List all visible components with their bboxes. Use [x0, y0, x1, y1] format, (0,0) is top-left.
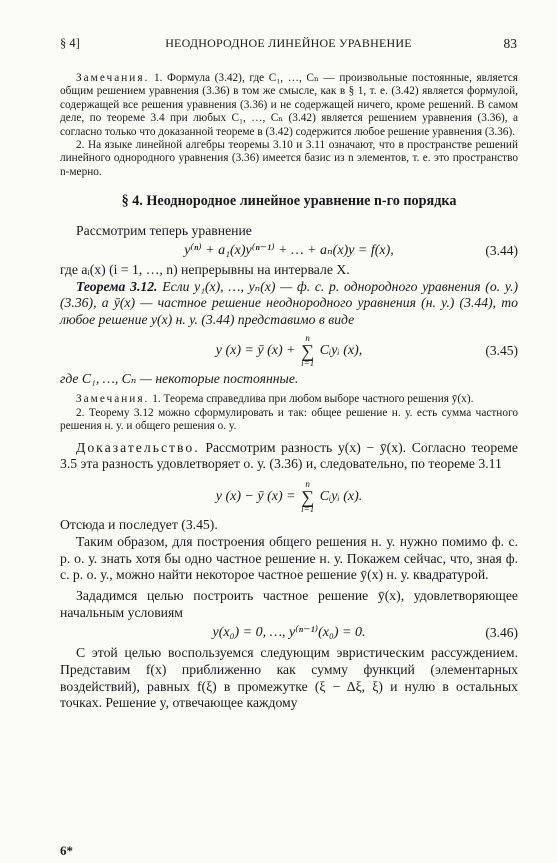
sigma-symbol: ∑: [301, 486, 315, 507]
equation-3-45-lhs: y (x) = ȳ (x) +: [215, 342, 296, 358]
sum-lower-limit: i=1: [301, 357, 315, 368]
paragraph-1: Таким образом, для построения общего решения н. у. нужно помимо ф. с. р. о. у. знать хотя бы одно частное решение н. у. Покажем сейчас, что, зная ф. с. р. о. у., можно найти некоторое частное решение ȳ(x) н. у. квадратурой.: [60, 533, 518, 583]
equation-3-45-rhs: Cᵢyᵢ (x),: [319, 342, 363, 358]
after-proof-text: Отсюда и последует (3.45).: [60, 517, 218, 533]
header-section: § 4]: [60, 36, 80, 50]
equation-number: (3.46): [485, 625, 518, 641]
after-3-45-text: где C₁, …, Cₙ — некоторые постоянные.: [60, 370, 299, 386]
after-3-44-text: где aᵢ(x) (i = 1, …, n) непрерывны на интервале X.: [60, 261, 350, 277]
paragraph-3: С этой целью воспользуемся следующим эвристическим рассуждением. Представим f(x) приближенно как сумму функций (элементарных воздействий), равных f(ξ) в промежутке (ξ − Δξ, ξ) и нулю в остальных точках. Решение y, отвечающее каждому: [60, 645, 518, 711]
theorem-3-12: [60, 279, 518, 329]
remark1-item2: 2. На языке линейной алгебры теоремы 3.10 и 3.11 означают, что в пространстве решений линейного однородного уравнения (3.36) имеется базис из n элементов, т. е. это пространство n-мерно.: [60, 139, 518, 178]
sigma-symbol: ∑: [301, 340, 315, 361]
intro-text: Рассмотрим теперь уравнение: [76, 223, 252, 239]
equation-3-44-formula: y⁽ⁿ⁾ + a₁(x)y⁽ⁿ⁻¹⁾ + … + aₙ(x)y = f(x),: [184, 242, 394, 258]
proof-equation-lhs: y (x) − ȳ (x) =: [215, 489, 296, 505]
equation-3-46-formula: y(x₀) = 0, …, y⁽ⁿ⁻¹⁾(x₀) = 0.: [212, 625, 366, 641]
proof-equation: [60, 477, 518, 517]
equation-number: (3.44): [485, 242, 518, 258]
section-heading: § 4. Неоднородное линейное уравнение n-го порядка: [121, 193, 457, 210]
page-body: [60, 70, 518, 712]
equation-3-44: [60, 240, 518, 262]
page-number: 83: [503, 36, 517, 51]
sum-upper-limit: n: [305, 332, 310, 343]
proof-text: Рассмотрим разность y(x) − ȳ(x). Согласно теореме 3.5 эта разность удовлетворяет о. у. (3.36) и, следовательно, по теореме 3.11: [60, 439, 519, 472]
remark2-item1: [60, 393, 518, 406]
equation-3-45: [60, 331, 518, 371]
remark-text: 1. Теорема справедлива при любом выборе частного решения ȳ(x).: [152, 393, 474, 406]
sum-lower-limit: i=1: [301, 503, 315, 514]
remarks-label: Замечания.: [76, 393, 150, 406]
theorem-label: Теорема 3.12.: [76, 278, 158, 294]
sum-upper-limit: n: [305, 478, 310, 489]
header-title: НЕОДНОРОДНОЕ ЛИНЕЙНОЕ УРАВНЕНИЕ: [165, 36, 412, 50]
remark1-item1: [60, 72, 518, 139]
running-header: [60, 36, 517, 52]
sum-sign: [301, 480, 314, 514]
signature-mark: 6*: [60, 843, 73, 858]
proof-label: Доказательство.: [76, 439, 200, 455]
remarks-label: Замечания.: [76, 72, 150, 84]
remark2-item2: 2. Теорему 3.12 можно сформулировать и так: общее решение н. у. есть сумма частного решения н. у. и общего решения о. у.: [60, 406, 518, 433]
remark-text: 1. Формула (3.42), где C₁, …, Cₙ — произвольные постоянные, является общим решением уравнения (3.36) в том же смысле, как в § 1, т. е. (3.42) является формулой, содержащей все решения уравнения (3.36) и не содержащей ничего, кроме решений. В самом деле, по теореме 3.4 при любых C₁, …, Cₙ (3.42) является решением уравнения (3.36), а согласно только что доказанной теореме в (3.42) содержится любое решение уравнения (3.36).: [60, 72, 519, 138]
proof-equation-rhs: Cᵢyᵢ (x).: [319, 489, 363, 505]
sum-sign: [301, 334, 314, 368]
proof-paragraph: [60, 440, 518, 473]
theorem-text: Если y₁(x), …, yₙ(x) — ф. с. р. однородного уравнения (о. у.) (3.36), а ȳ(x) — частное решение неоднородного уравнения (н. у.) (3.44), то любое решение y(x) н. у. (3.44) представимо в виде: [60, 278, 519, 328]
paragraph-2: Зададимся целью построить частное решение ȳ(x), удовлетворяющее начальным условиям: [60, 587, 518, 620]
equation-number: (3.45): [485, 342, 518, 358]
equation-3-46: [60, 621, 518, 645]
